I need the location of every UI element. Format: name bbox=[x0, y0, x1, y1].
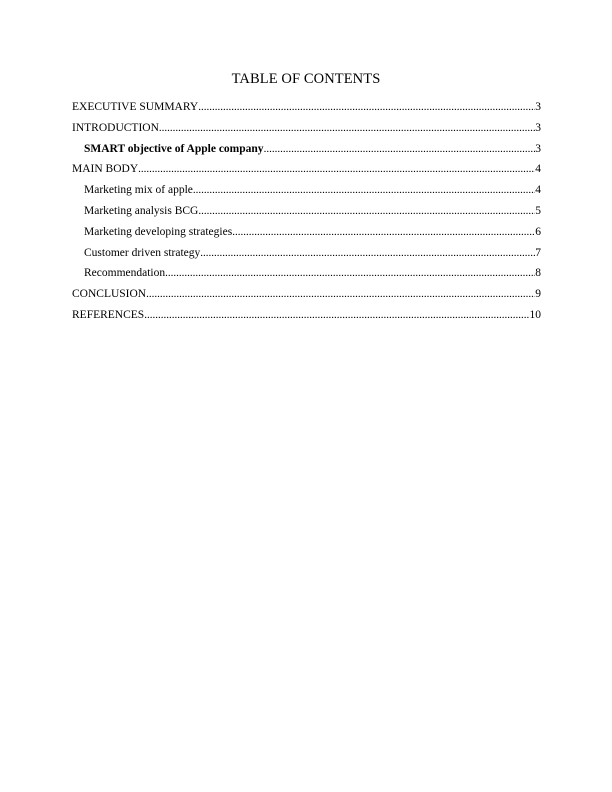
toc-page-number: 3 bbox=[535, 121, 541, 134]
toc-page-number: 9 bbox=[535, 288, 541, 301]
toc-dot-leader bbox=[159, 118, 535, 139]
toc-entry-label: Customer driven strategy bbox=[84, 246, 201, 259]
toc-entry-executive-summary[interactable] bbox=[72, 97, 541, 118]
toc-entry-marketing-analysis-bcg[interactable] bbox=[72, 201, 541, 222]
toc-entry-main-body[interactable] bbox=[72, 159, 541, 180]
toc-page-number: 5 bbox=[535, 204, 541, 217]
toc-entry-label: CONCLUSION bbox=[72, 288, 147, 301]
toc-entry-label: Marketing mix of apple bbox=[84, 184, 193, 197]
toc-page-number: 3 bbox=[535, 101, 541, 113]
toc-entry-label: SMART objective of Apple company bbox=[84, 142, 264, 155]
toc-dot-leader bbox=[264, 139, 536, 160]
toc-dot-leader bbox=[200, 243, 535, 264]
toc-page-number: 3 bbox=[535, 142, 541, 155]
toc-dot-leader bbox=[138, 159, 535, 180]
toc-entry-marketing-mix[interactable] bbox=[72, 180, 541, 201]
toc-entry-marketing-strategies[interactable] bbox=[72, 222, 541, 243]
toc-title: TABLE OF CONTENTS bbox=[231, 71, 381, 87]
toc-dot-leader bbox=[165, 263, 535, 284]
toc-entry-label: INTRODUCTION bbox=[72, 121, 159, 134]
toc-entry-label: EXECUTIVE SUMMARY bbox=[72, 101, 199, 113]
toc-page-number: 4 bbox=[535, 163, 541, 176]
toc-entry-label: REFERENCES bbox=[72, 308, 145, 321]
toc-entry-label: Marketing developing strategies bbox=[84, 225, 233, 238]
toc-dot-leader bbox=[146, 284, 535, 305]
toc-dot-leader bbox=[193, 180, 535, 201]
toc-entry-references[interactable] bbox=[72, 305, 541, 326]
toc-page-number: 6 bbox=[535, 225, 541, 238]
toc-entry-customer-driven-strategy[interactable] bbox=[72, 243, 541, 264]
toc-page-number: 7 bbox=[535, 246, 541, 259]
toc-entry-label: MAIN BODY bbox=[72, 163, 139, 176]
toc-entry-recommendation[interactable] bbox=[72, 263, 541, 284]
toc-list bbox=[72, 97, 541, 326]
toc-dot-leader bbox=[232, 222, 535, 243]
toc-dot-leader bbox=[198, 97, 535, 118]
toc-entry-smart-objective[interactable] bbox=[72, 139, 541, 160]
toc-entry-conclusion[interactable] bbox=[72, 284, 541, 305]
toc-page-number: 4 bbox=[535, 184, 541, 197]
toc-page-number: 8 bbox=[535, 267, 541, 280]
toc-entry-introduction[interactable] bbox=[72, 118, 541, 139]
toc-entry-label: Marketing analysis BCG bbox=[84, 204, 199, 217]
toc-dot-leader bbox=[198, 201, 535, 222]
toc-dot-leader bbox=[144, 305, 529, 326]
toc-entry-label: Recommendation bbox=[84, 267, 166, 280]
toc-page-number: 10 bbox=[529, 308, 541, 321]
